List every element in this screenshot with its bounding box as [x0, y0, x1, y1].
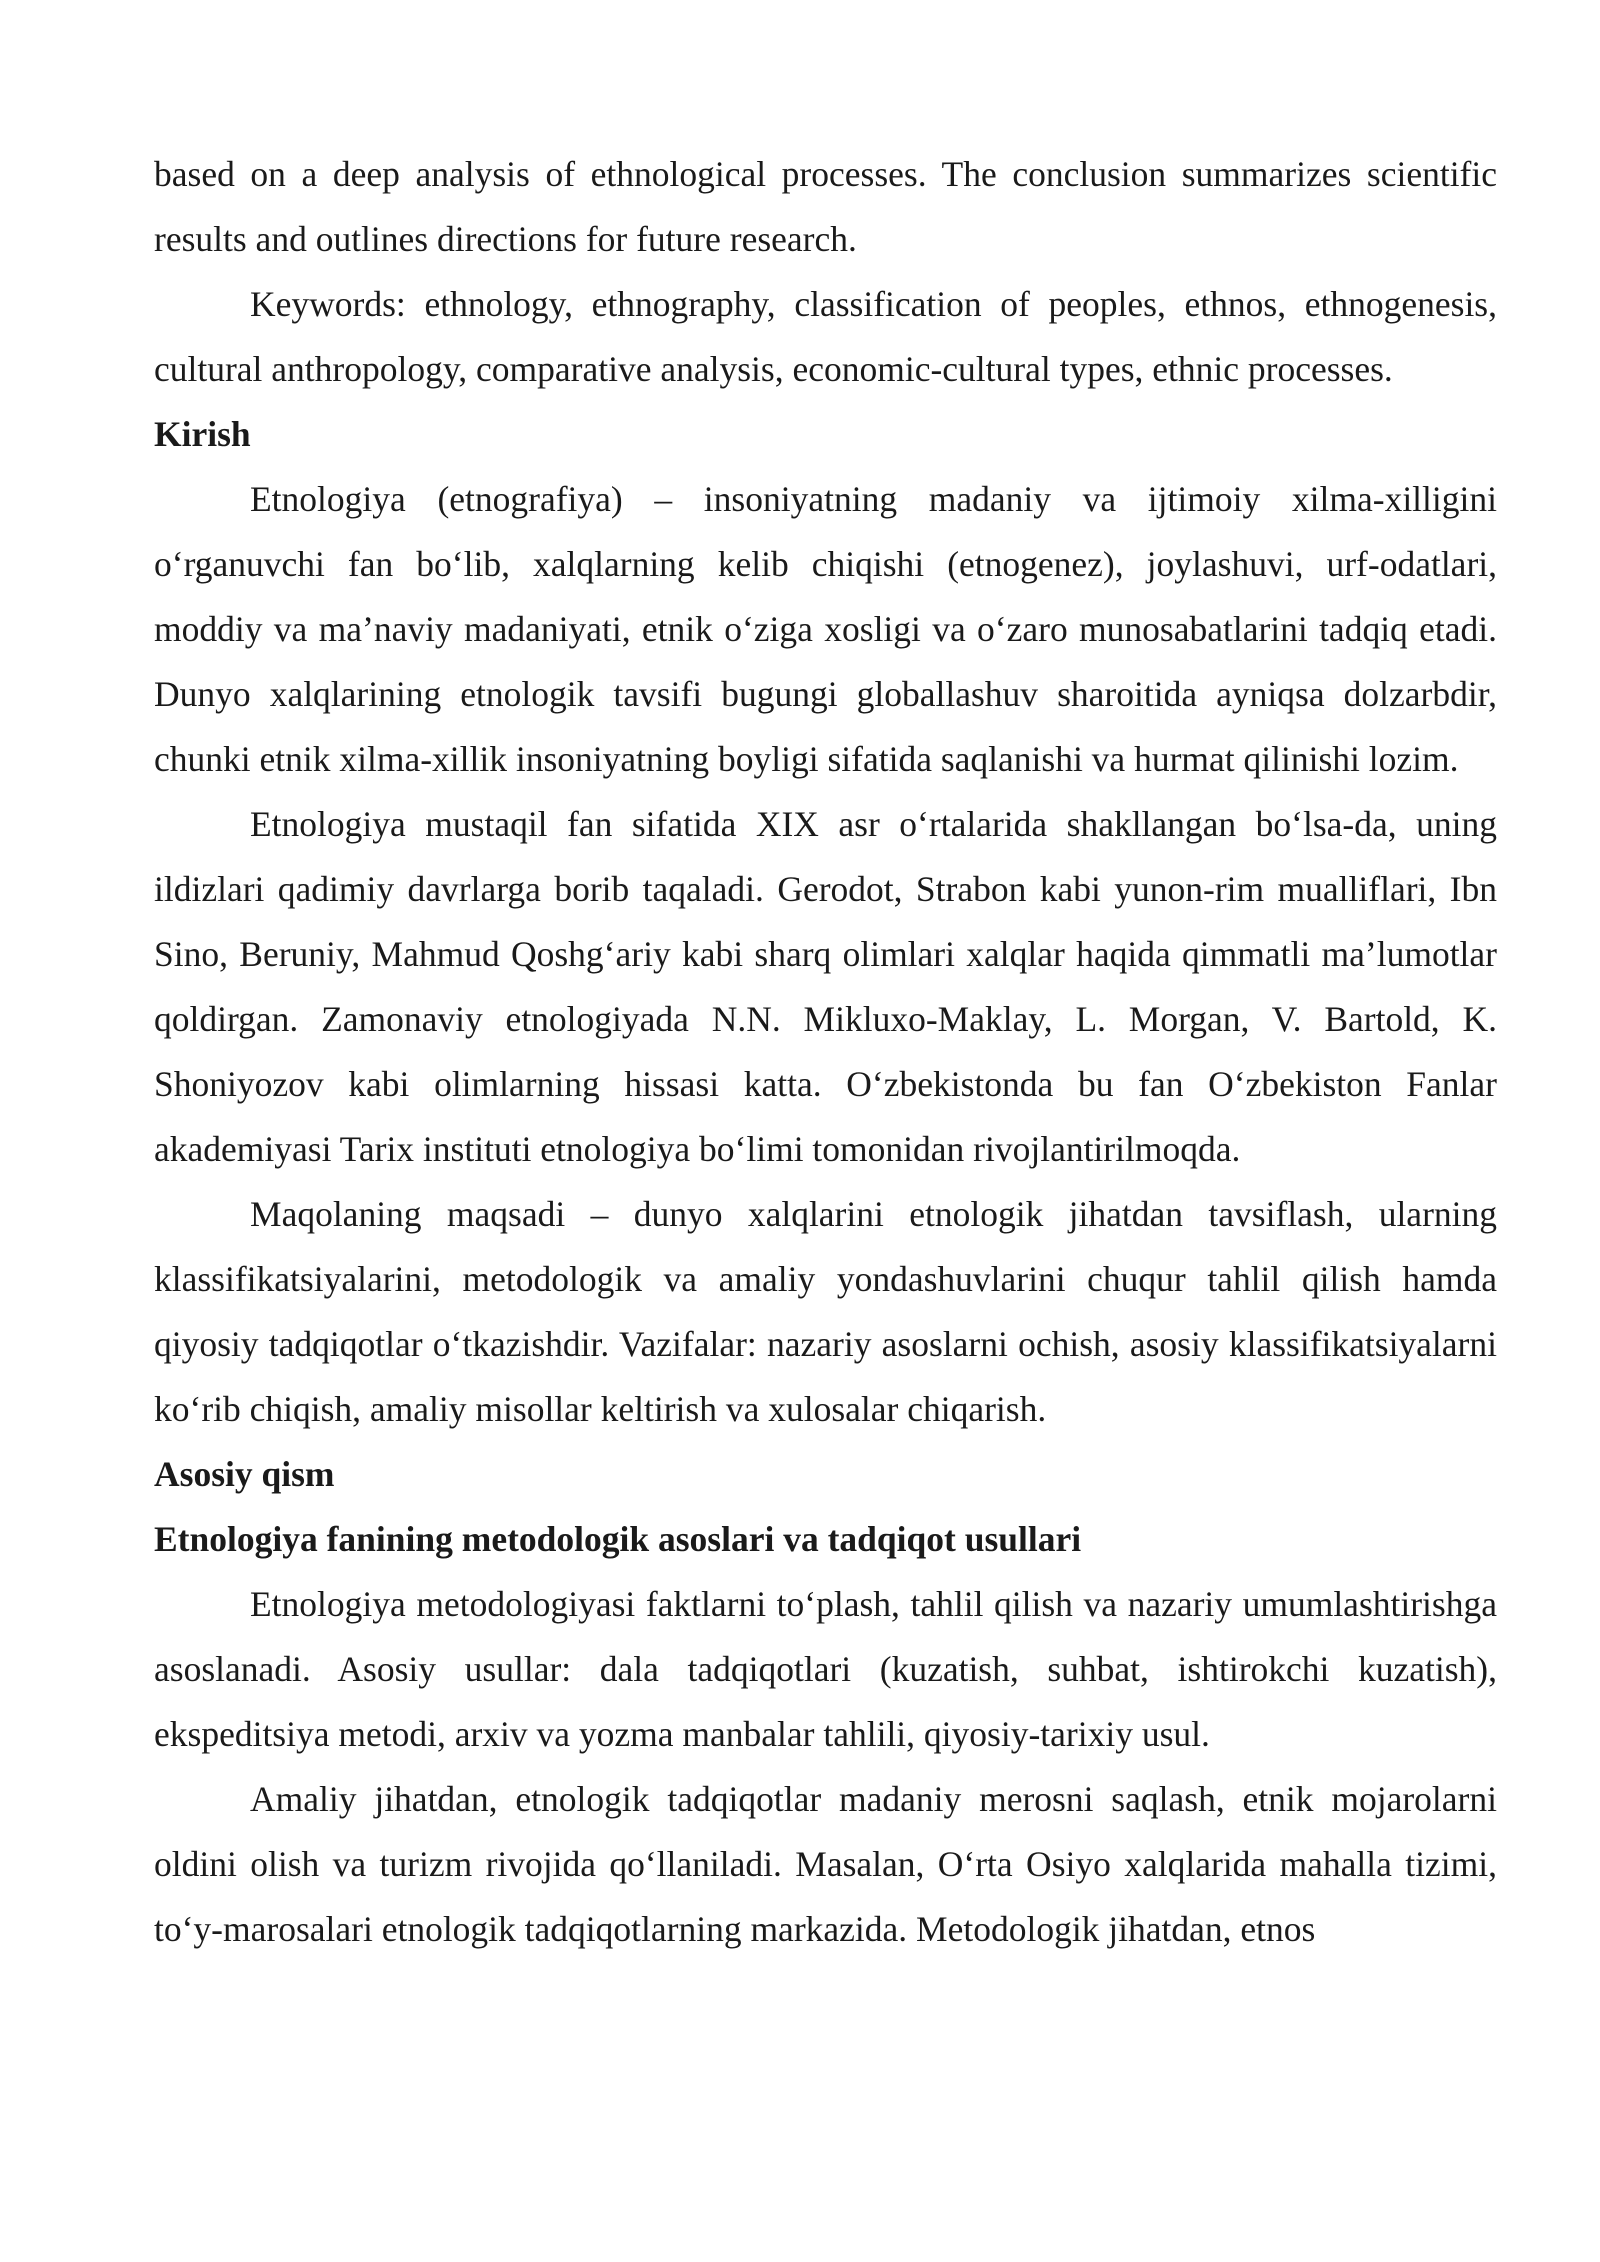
- subsection-heading: Etnologiya fanining metodologik asoslari va tadqiqot usullari: [154, 1519, 1082, 1559]
- main-paragraph-1: Etnologiya metodologiyasi faktlarni to‘plash, tahlil qilish va nazariy umumlashtirishga asoslanadi. Asosiy usullar: dala tadqiqotlari (kuzatish, suhbat, ishtirokchi kuzatish), ekspeditsiya metodi, arxiv va yozma manbalar tahlili, qiyosiy-tarixiy usul.: [154, 1584, 1497, 1754]
- intro-paragraph-3: Maqolaning maqsadi – dunyo xalqlarini etnologik jihatdan tavsiflash, ularning klassifikatsiyalarini, metodologik va amaliy yondashuvlarini chuqur tahlil qilish hamda qiyosiy tadqiqotlar o‘tkazishdir. Vazifalar: nazariy asoslarni ochish, asosiy klassifikatsiyalarni ko‘rib chiqish, amaliy misollar keltirish va xulosalar chiqarish.: [154, 1194, 1497, 1429]
- keywords-paragraph: Keywords: ethnology, ethnography, classification of peoples, ethnos, ethnogenesis, cultural anthropology, comparative analysis, economic-cultural types, ethnic processes.: [154, 284, 1497, 389]
- intro-paragraph-1: Etnologiya (etnografiya) – insoniyatning madaniy va ijtimoiy xilma-xilligini o‘rganuvchi fan bo‘lib, xalqlarning kelib chiqishi (etnogenez), joylashuvi, urf-odatlari, moddiy va ma’naviy madaniyati, etnik o‘ziga xosligi va o‘zaro munosabatlarini tadqiq etadi. Dunyo xalqlarining etnologik tavsifi bugungi globallashuv sharoitida ayniqsa dolzarbdir, chunki etnik xilma-xillik insoniyatning boyligi sifatida saqlanishi va hurmat qilinishi lozim.: [154, 479, 1497, 779]
- section-heading-intro: Kirish: [154, 414, 251, 454]
- main-paragraph-2: Amaliy jihatdan, etnologik tadqiqotlar madaniy merosni saqlash, etnik mojarolarni oldini olish va turizm rivojida qo‘llaniladi. Masalan, O‘rta Osiyo xalqlarida mahalla tizimi, to‘y-marosalari etnologik tadqiqotlarning markazida. Metodologik jihatdan, etnos: [154, 1779, 1497, 1949]
- intro-paragraph-2: Etnologiya mustaqil fan sifatida XIX asr o‘rtalarida shakllangan bo‘lsa-da, uning ildizlari qadimiy davrlarga borib taqaladi. Gerodot, Strabon kabi yunon-rim mualliflari, Ibn Sino, Beruniy, Mahmud Qoshg‘ariy kabi sharq olimlari xalqlar haqida qimmatli ma’lumotlar qoldirgan. Zamonaviy etnologiyada N.N. Mikluxo-Maklay, L. Morgan, V. Bartold, K. Shoniyozov kabi olimlarning hissasi katta. O‘zbekistonda bu fan O‘zbekiston Fanlar akademiyasi Tarix instituti etnologiya bo‘limi tomonidan rivojlantirilmoqda.: [154, 804, 1497, 1169]
- section-heading-main: Asosiy qism: [154, 1454, 335, 1494]
- abstract-continuation: based on a deep analysis of ethnological processes. The conclusion summarizes scientific results and outlines directions for future research.: [154, 154, 1497, 259]
- document-page: [154, 142, 1497, 1962]
